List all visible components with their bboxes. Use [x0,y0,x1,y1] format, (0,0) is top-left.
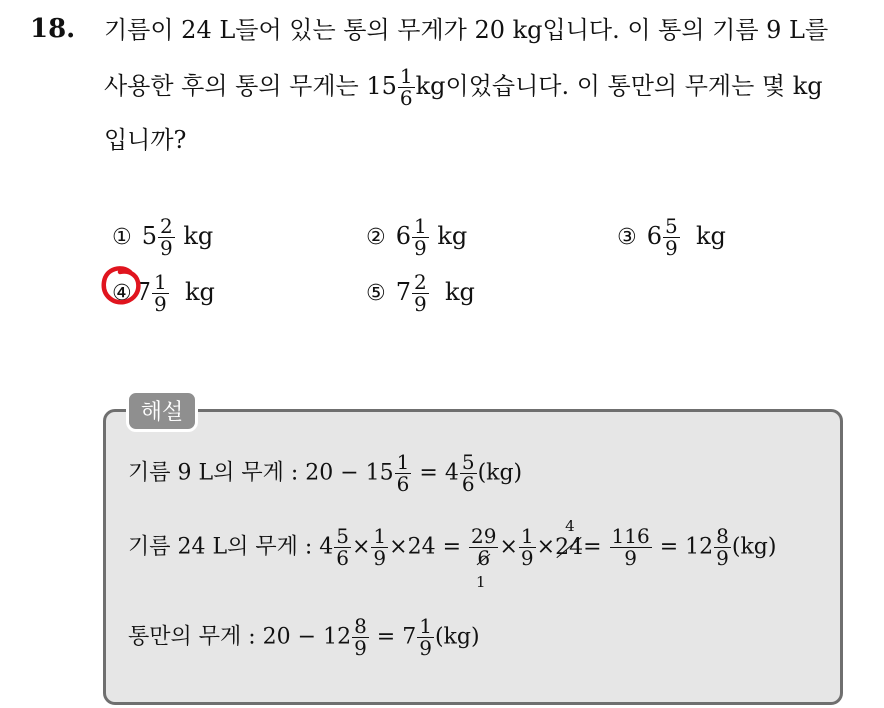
solution-line-2: 기름 24 L의 무게 : 4 $\frac{5}{6}$ × $\frac{1}{9}$ ×24 = 29 6 1 × $\frac{1}{9}$ ×24 4 = $\frac{116}{9}$ = 12 $\frac{8}{9}$ (kg) [128,516,777,591]
option-2[interactable]: ② 6 $\frac{1}{9}$ kg [366,214,468,260]
solution-line-1: 기름 9 L의 무게 : 20 − 15 $\frac{1}{6}$ = 4 $\frac{5}{6}$ (kg) [128,450,523,496]
question-line-2-rest: kg이었습니다. 이 통만의 무게는 몇 kg [415,72,823,100]
option-1[interactable]: ① 5 $\frac{2}{9}$ kg [112,214,214,260]
cancel-result-1: 1 [476,573,486,591]
option-1-symbol: ① [112,225,132,250]
option-4[interactable]: ④ 7 $\frac{1}{9}$ kg [112,270,215,316]
cancel-result-2: 4 [565,516,575,535]
answer-circle-mark [100,264,142,308]
question-fraction: $\frac{1}{6}$ [399,64,413,110]
solution-tag: 해설 [126,390,198,432]
option-5[interactable]: ⑤ 7 $\frac{2}{9}$ kg [366,270,475,316]
option-3-symbol: ③ [617,225,637,250]
question-line-2 [104,66,823,109]
option-2-symbol: ② [366,225,386,250]
question-line-3: 입니까? [104,126,187,154]
option-3[interactable]: ③ 6 $\frac{5}{9}$ kg [617,214,726,260]
solution-line-3: 통만의 무게 : 20 − 12 $\frac{8}{9}$ = 7 $\frac{1}{9}$ (kg) [128,614,480,660]
question-line-2-text: 사용한 후의 통의 무게는 15 [104,72,397,100]
question-number: 18. [30,14,76,44]
option-4-symbol: ④ [112,281,132,306]
option-5-symbol: ⑤ [366,281,386,306]
question-line-1: 기름이 24 L들어 있는 통의 무게가 20 kg입니다. 이 통의 기름 9 L를 [104,16,829,44]
